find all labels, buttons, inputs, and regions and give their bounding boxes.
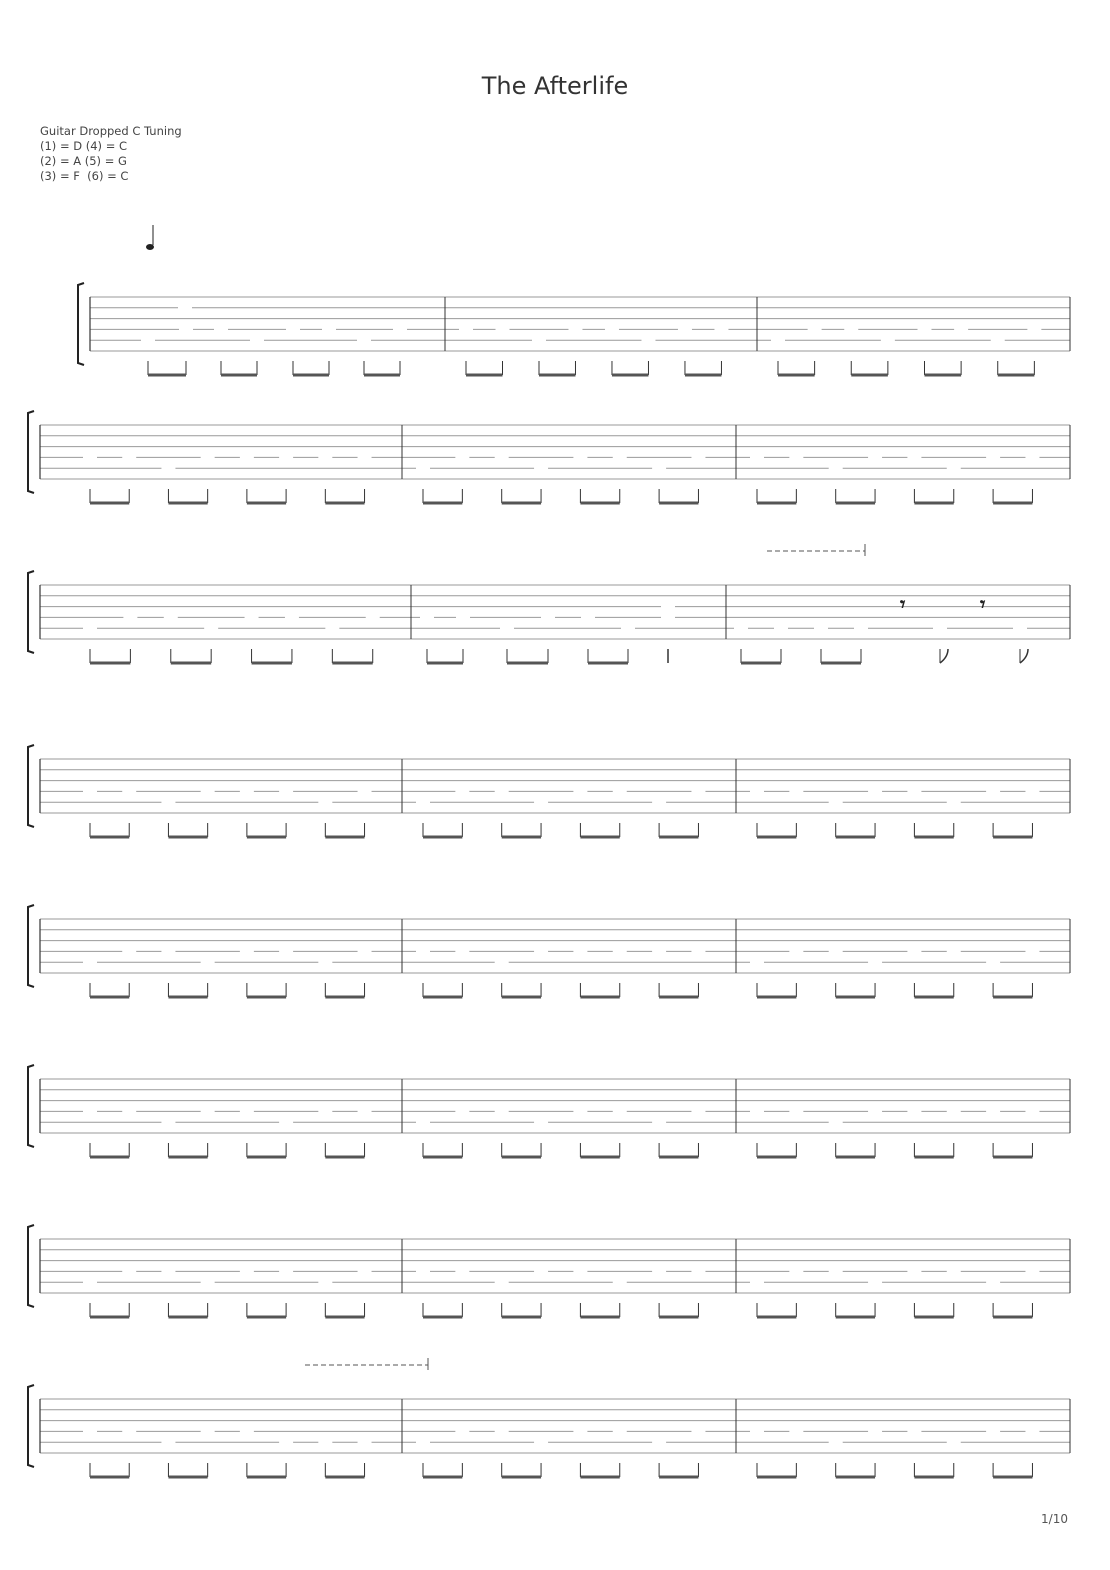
fret-bg bbox=[907, 451, 921, 463]
tuning-line-3: (3) = F (6) = C bbox=[40, 169, 129, 183]
fret-bg bbox=[947, 1105, 961, 1117]
fret-bg bbox=[240, 785, 254, 797]
fret-bg bbox=[416, 1265, 430, 1277]
fret-bg bbox=[318, 451, 332, 463]
fret-bg bbox=[534, 462, 548, 474]
fret-bg bbox=[947, 1436, 961, 1448]
fret-bg bbox=[789, 1425, 803, 1437]
fret-bg bbox=[947, 796, 961, 808]
fret-bg bbox=[279, 785, 293, 797]
tuning-line-1: (1) = D (4) = C bbox=[40, 139, 128, 153]
fret-bg bbox=[279, 1116, 293, 1128]
fret-bg bbox=[661, 601, 675, 613]
fret-bg bbox=[641, 334, 655, 346]
page-number: 1/10 bbox=[1041, 1512, 1068, 1526]
fret-bg bbox=[285, 611, 299, 623]
fret-bg bbox=[954, 323, 968, 335]
fret-bg bbox=[318, 1276, 332, 1288]
fret-bg bbox=[907, 945, 921, 957]
fret-bg bbox=[933, 622, 947, 634]
fret-bg bbox=[123, 611, 137, 623]
fret-bg bbox=[814, 622, 828, 634]
fret-bg bbox=[771, 334, 785, 346]
fret-bg bbox=[789, 1265, 803, 1277]
fret-bg bbox=[691, 945, 705, 957]
fret-bg bbox=[621, 622, 635, 634]
fret-bg bbox=[240, 1105, 254, 1117]
fret-bg bbox=[854, 622, 868, 634]
fret-bg bbox=[495, 451, 509, 463]
fret-bg bbox=[240, 1425, 254, 1437]
fret-bg bbox=[416, 945, 430, 957]
fret-bg bbox=[83, 451, 97, 463]
fret-bg bbox=[986, 956, 1000, 968]
fret-bg bbox=[573, 945, 587, 957]
fret-bg bbox=[907, 785, 921, 797]
fret-bg bbox=[789, 451, 803, 463]
system-bracket bbox=[28, 1225, 34, 1307]
fret-bg bbox=[947, 462, 961, 474]
fret-bg bbox=[245, 611, 259, 623]
fret-bg bbox=[573, 1425, 587, 1437]
fret-bg bbox=[416, 1436, 430, 1448]
fret-bg bbox=[734, 622, 748, 634]
note-flag bbox=[1020, 649, 1028, 663]
song-title: The Afterlife bbox=[481, 72, 629, 100]
fret-bg bbox=[179, 323, 193, 335]
fret-bg bbox=[613, 1276, 627, 1288]
fret-bg bbox=[829, 796, 843, 808]
fret-bg bbox=[534, 945, 548, 957]
fret-bg bbox=[240, 945, 254, 957]
fret-bg bbox=[829, 1436, 843, 1448]
fret-bg bbox=[947, 1265, 961, 1277]
fret-bg bbox=[532, 334, 546, 346]
fret-bg bbox=[750, 451, 764, 463]
fret-bg bbox=[358, 451, 372, 463]
fret-bg bbox=[986, 1276, 1000, 1288]
fret-bg bbox=[358, 945, 372, 957]
fret-bg bbox=[164, 611, 178, 623]
fret-bg bbox=[573, 451, 587, 463]
fret-bg bbox=[986, 1425, 1000, 1437]
fret-bg bbox=[581, 611, 595, 623]
fret-bg bbox=[534, 1265, 548, 1277]
fret-bg bbox=[250, 334, 264, 346]
fret-bg bbox=[613, 451, 627, 463]
fret-bg bbox=[907, 1105, 921, 1117]
eighth-rest: 𝄾 bbox=[900, 592, 906, 616]
fret-bg bbox=[357, 334, 371, 346]
fret-bg bbox=[83, 622, 97, 634]
fret-bg bbox=[279, 1436, 293, 1448]
fret-bg bbox=[495, 1105, 509, 1117]
fret-bg bbox=[83, 1276, 97, 1288]
fret-bg bbox=[495, 323, 509, 335]
fret-bg bbox=[714, 323, 728, 335]
fret-bg bbox=[868, 1276, 882, 1288]
fret-bg bbox=[573, 1265, 587, 1277]
fret-bg bbox=[279, 1265, 293, 1277]
fret-bg bbox=[868, 1105, 882, 1117]
fret-bg bbox=[652, 1436, 666, 1448]
fret-bg bbox=[986, 785, 1000, 797]
fret-bg bbox=[750, 785, 764, 797]
fret-bg bbox=[416, 462, 430, 474]
fret-bg bbox=[829, 1116, 843, 1128]
system-bracket bbox=[28, 1065, 34, 1147]
fret-bg bbox=[534, 1116, 548, 1128]
fret-bg bbox=[122, 451, 136, 463]
system-bracket bbox=[78, 283, 84, 365]
fret-bg bbox=[1025, 785, 1039, 797]
fret-bg bbox=[613, 785, 627, 797]
fret-bg bbox=[455, 451, 469, 463]
fret-bg bbox=[455, 1265, 469, 1277]
system-bracket bbox=[28, 905, 34, 987]
fret-bg bbox=[240, 451, 254, 463]
note-flag bbox=[940, 649, 948, 663]
fret-bg bbox=[829, 462, 843, 474]
fret-bg bbox=[161, 462, 175, 474]
fret-bg bbox=[652, 796, 666, 808]
fret-bg bbox=[201, 785, 215, 797]
fret-bg bbox=[455, 1105, 469, 1117]
fret-bg bbox=[907, 1425, 921, 1437]
fret-bg bbox=[161, 945, 175, 957]
fret-bg bbox=[750, 1276, 764, 1288]
fret-bg bbox=[178, 302, 192, 314]
fret-bg bbox=[456, 611, 470, 623]
fret-bg bbox=[750, 1105, 764, 1117]
fret-bg bbox=[318, 796, 332, 808]
fret-bg bbox=[455, 1425, 469, 1437]
fret-bg bbox=[829, 945, 843, 957]
fret-bg bbox=[613, 1425, 627, 1437]
fret-bg bbox=[652, 1116, 666, 1128]
fret-bg bbox=[868, 956, 882, 968]
fret-bg bbox=[83, 785, 97, 797]
fret-bg bbox=[789, 785, 803, 797]
system-bracket bbox=[28, 411, 34, 493]
fret-bg bbox=[613, 1105, 627, 1117]
fret-bg bbox=[947, 945, 961, 957]
fret-bg bbox=[495, 956, 509, 968]
fret-bg bbox=[868, 451, 882, 463]
fret-bg bbox=[991, 334, 1005, 346]
fret-bg bbox=[495, 785, 509, 797]
fret-bg bbox=[279, 945, 293, 957]
fret-bg bbox=[986, 451, 1000, 463]
fret-bg bbox=[1025, 1265, 1039, 1277]
fret-bg bbox=[358, 1436, 372, 1448]
fret-bg bbox=[573, 785, 587, 797]
fret-bg bbox=[691, 1265, 705, 1277]
fret-bg bbox=[358, 785, 372, 797]
fret-bg bbox=[358, 1105, 372, 1117]
fret-bg bbox=[201, 451, 215, 463]
fret-bg bbox=[829, 1265, 843, 1277]
fret-bg bbox=[455, 945, 469, 957]
fret-bg bbox=[1025, 1425, 1039, 1437]
system-bracket bbox=[28, 745, 34, 827]
fret-bg bbox=[122, 945, 136, 957]
fret-bg bbox=[907, 1265, 921, 1277]
tuning-line-2: (2) = A (5) = G bbox=[40, 154, 127, 168]
fret-bg bbox=[691, 1425, 705, 1437]
fret-bg bbox=[652, 945, 666, 957]
fret-bg bbox=[917, 323, 931, 335]
fret-bg bbox=[83, 956, 97, 968]
fret-bg bbox=[1025, 945, 1039, 957]
fret-bg bbox=[325, 622, 339, 634]
fret-bg bbox=[789, 1105, 803, 1117]
fret-bg bbox=[122, 1105, 136, 1117]
fret-bg bbox=[141, 334, 155, 346]
fret-bg bbox=[868, 1425, 882, 1437]
fret-bg bbox=[416, 1116, 430, 1128]
fret-bg bbox=[605, 323, 619, 335]
eighth-rest: 𝄾 bbox=[980, 592, 986, 616]
fret-bg bbox=[122, 785, 136, 797]
fret-bg bbox=[844, 323, 858, 335]
fret-bg bbox=[416, 796, 430, 808]
fret-bg bbox=[495, 1276, 509, 1288]
fret-bg bbox=[808, 323, 822, 335]
fret-bg bbox=[652, 462, 666, 474]
fret-bg bbox=[1025, 1105, 1039, 1117]
fret-bg bbox=[83, 1105, 97, 1117]
fret-bg bbox=[201, 956, 215, 968]
fret-bg bbox=[318, 956, 332, 968]
fret-bg bbox=[534, 1436, 548, 1448]
fret-bg bbox=[691, 1105, 705, 1117]
fret-bg bbox=[161, 1436, 175, 1448]
fret-bg bbox=[122, 1425, 136, 1437]
fret-bg bbox=[541, 611, 555, 623]
fret-bg bbox=[613, 945, 627, 957]
fret-bg bbox=[420, 611, 434, 623]
fret-bg bbox=[161, 1116, 175, 1128]
fret-bg bbox=[161, 1265, 175, 1277]
fret-bg bbox=[366, 611, 380, 623]
fret-bg bbox=[286, 323, 300, 335]
fret-bg bbox=[652, 1265, 666, 1277]
fret-bg bbox=[455, 785, 469, 797]
fret-bg bbox=[986, 1105, 1000, 1117]
fret-bg bbox=[691, 785, 705, 797]
fret-bg bbox=[1027, 323, 1041, 335]
fret-bg bbox=[789, 945, 803, 957]
fret-bg bbox=[500, 622, 514, 634]
fret-bg bbox=[568, 323, 582, 335]
fret-bg bbox=[318, 1436, 332, 1448]
fret-bg bbox=[534, 796, 548, 808]
fret-bg bbox=[318, 1105, 332, 1117]
fret-bg bbox=[201, 1105, 215, 1117]
fret-bg bbox=[661, 611, 675, 623]
fret-bg bbox=[161, 796, 175, 808]
fret-bg bbox=[214, 323, 228, 335]
system-bracket bbox=[28, 571, 34, 653]
fret-bg bbox=[240, 1265, 254, 1277]
fret-bg bbox=[322, 323, 336, 335]
fret-bg bbox=[279, 451, 293, 463]
fret-bg bbox=[459, 323, 473, 335]
fret-bg bbox=[678, 323, 692, 335]
fret-bg bbox=[393, 323, 407, 335]
fret-bg bbox=[122, 1265, 136, 1277]
fret-bg bbox=[83, 1425, 97, 1437]
fret-bg bbox=[1013, 622, 1027, 634]
fret-bg bbox=[573, 1105, 587, 1117]
fret-bg bbox=[881, 334, 895, 346]
fret-bg bbox=[204, 622, 218, 634]
fret-bg bbox=[495, 1425, 509, 1437]
tempo-note-head bbox=[146, 244, 154, 250]
fret-bg bbox=[1025, 451, 1039, 463]
fret-bg bbox=[868, 785, 882, 797]
fret-bg bbox=[750, 956, 764, 968]
fret-bg bbox=[750, 1425, 764, 1437]
fret-bg bbox=[358, 1265, 372, 1277]
fret-bg bbox=[774, 622, 788, 634]
system-bracket bbox=[28, 1385, 34, 1467]
tuning-header: Guitar Dropped C Tuning bbox=[40, 124, 182, 138]
fret-bg bbox=[691, 451, 705, 463]
fret-bg bbox=[201, 1276, 215, 1288]
fret-bg bbox=[201, 1425, 215, 1437]
